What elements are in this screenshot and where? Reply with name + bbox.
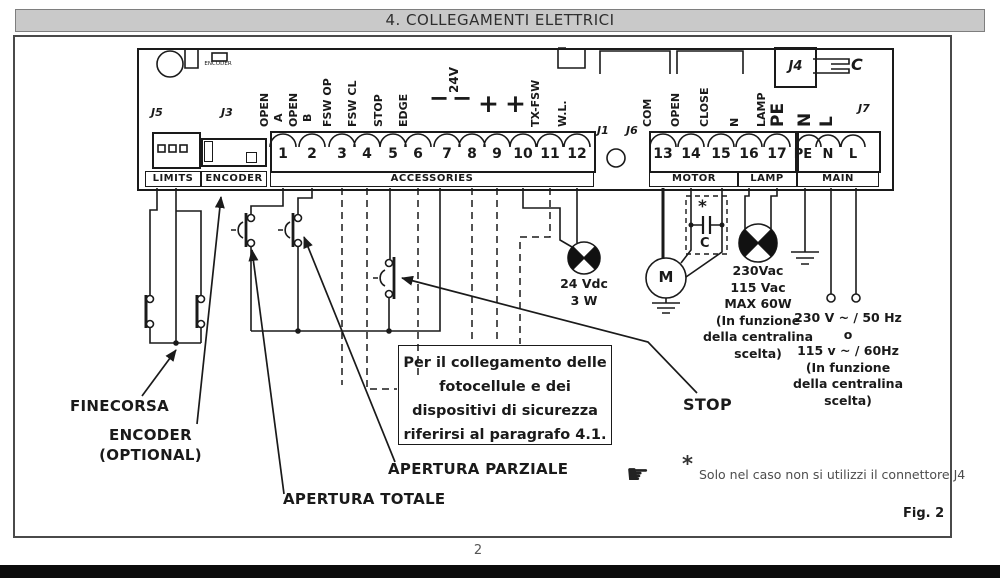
j7-label: J7 [858,102,870,115]
terminal-9: 9 [492,146,502,162]
terminal-13: 13 [653,146,673,162]
bottom-black-bar [0,565,1000,578]
label-fsw-op: FSW OP [321,78,334,127]
label-fsw-cl: FSW CL [346,80,359,127]
terminal-11: 11 [540,146,560,162]
lamp-230v-spec: 230Vac 115 Vac MAX 60W (In funzione della centralina scelta) [702,263,814,361]
label-l-big: L [817,116,837,127]
footnote-text: Solo nel caso non si utilizzi il connettore J4 [699,467,966,482]
j3-tab [204,141,213,162]
stop-label: STOP [683,395,732,414]
terminal-14: 14 [681,146,701,162]
terminal-3: 3 [337,146,347,162]
photocell-note-box: Per il collegamento delle fotocellule e dei dispositivi di sicurezza riferirsi al paragrafo 4.1. [398,345,612,445]
label-com: COM [641,98,654,127]
j5-connector [152,132,201,169]
encoder-group-label: ENCODER [201,171,267,187]
accessories-group-label: ACCESSORIES [270,171,594,187]
terminal-4: 4 [362,146,372,162]
terminal-15: 15 [711,146,731,162]
terminal-1: 1 [278,146,288,162]
terminal-pe: PE [793,147,813,162]
pointing-hand-icon: ☛ [626,460,650,490]
label-tx-fsw: TX-FSW [529,79,542,127]
label-pe-big: PE [768,102,788,127]
j4-connector [774,47,817,88]
terminal-16: 16 [739,146,759,162]
motor-group-label: MOTOR [649,171,739,187]
terminal-8: 8 [467,146,477,162]
motor-m-label: M [658,268,674,286]
finecorsa-label: FINECORSA [70,397,170,415]
apertura-totale-label: APERTURA TOTALE [283,490,446,508]
j3-notch [246,152,257,163]
figure-caption: Fig. 2 [903,506,945,521]
terminal-5: 5 [388,146,398,162]
label-wl: W.L. [556,100,569,127]
j5-label: J5 [151,106,163,119]
label-neutral-motor: N [728,117,741,127]
capacitor-star: * [698,197,707,217]
j4-capacitor-label: C [851,55,863,74]
minus-symbol-2: − [452,84,473,112]
terminal-7: 7 [442,146,452,162]
apertura-parziale-label: APERTURA PARZIALE [388,460,569,478]
label-open-b2: B [301,113,314,122]
j1-label: J1 [597,124,609,137]
label-stop-terminal: STOP [372,94,385,127]
mains-power-spec: 230 V ~ / 50 Hz o 115 v ~ / 60Hz (In funzione della centralina scelta) [792,310,904,408]
plus-symbol-1: + [478,89,499,118]
label-n-big: N [795,112,815,127]
lamp-24v-spec: 24 Vdc 3 W [560,276,608,308]
section-title: 4. COLLEGAMENTI ELETTRICI [15,9,985,32]
terminal-2: 2 [307,146,317,162]
j3-label: J3 [221,106,233,119]
label-24v: 24V [447,67,461,93]
plus-symbol-2: + [505,89,526,118]
label-open-a2: A [272,113,285,122]
terminal-10: 10 [513,146,533,162]
j4-label: J4 [788,59,803,74]
main-group-label: MAIN [797,171,879,187]
lamp-group-label: LAMP [737,171,797,187]
terminal-12: 12 [567,146,587,162]
terminal-l: L [848,147,858,162]
terminal-6: 6 [413,146,423,162]
label-open-a: OPEN [258,92,271,127]
terminal-n: N [822,147,834,162]
label-close: CLOSE [698,87,711,127]
page-number: 2 [473,543,483,558]
encoder-optional-label: ENCODER (OPTIONAL) [99,426,202,464]
footnote-asterisk: * [682,452,693,476]
j6-label: J6 [626,124,638,137]
minus-symbol-1: − [429,84,450,112]
encoder-chip-label: ENCODER [204,61,232,67]
label-edge: EDGE [397,93,410,127]
capacitor-c-label: C [700,236,710,251]
label-open-motor: OPEN [669,92,682,127]
terminal-17: 17 [767,146,787,162]
limits-group-label: LIMITS [145,171,201,187]
label-lamp-motor: LAMP [755,92,768,127]
label-open-b: OPEN [287,92,300,127]
